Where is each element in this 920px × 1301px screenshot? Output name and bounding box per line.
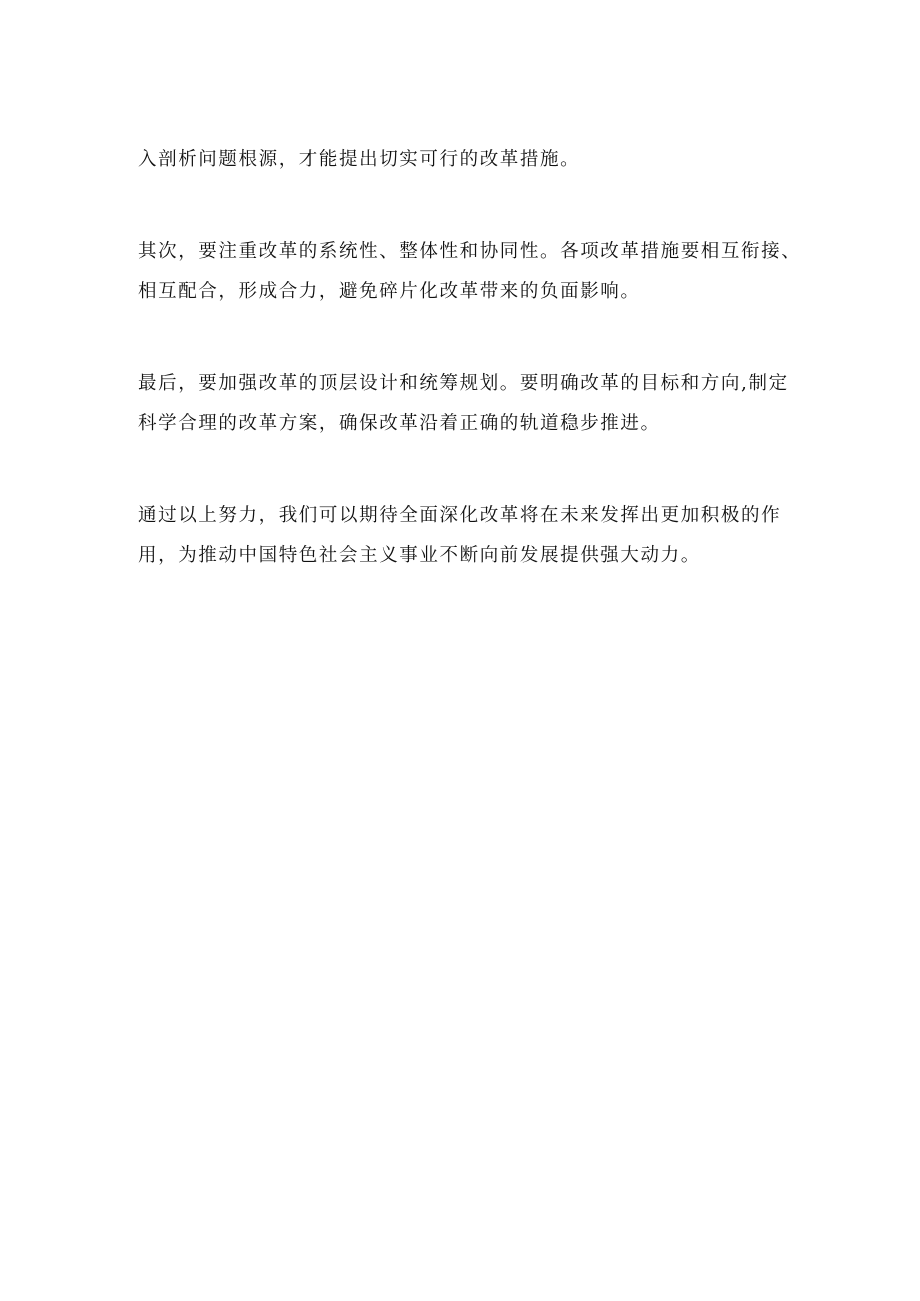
text-line: 入剖析问题根源，才能提出切实可行的改革措施。 bbox=[138, 149, 581, 170]
paragraph-spacer bbox=[138, 312, 798, 364]
text-line: 通过以上努力，我们可以期待全面深化改革将在未来发挥出更加积极的作 bbox=[138, 505, 782, 526]
text-line: 其次，要注重改革的系统性、整体性和协同性。各项改革措施要相互衔接、 bbox=[138, 241, 802, 262]
text-line: 相互配合，形成合力，避免碎片化改革带来的负面影响。 bbox=[138, 281, 641, 302]
paragraph-spacer bbox=[138, 180, 798, 232]
paragraph-finally bbox=[138, 364, 798, 444]
paragraph-conclusion bbox=[138, 496, 798, 576]
document-body bbox=[138, 140, 802, 576]
paragraph-continuation bbox=[138, 140, 798, 180]
paragraph-spacer bbox=[138, 444, 798, 496]
text-line: 科学合理的改革方案，确保改革沿着正确的轨道稳步推进。 bbox=[138, 413, 661, 434]
paragraph-secondly bbox=[138, 232, 802, 312]
text-line: 用，为推动中国特色社会主义事业不断向前发展提供强大动力。 bbox=[138, 545, 701, 566]
text-line: 最后，要加强改革的顶层设计和统筹规划。要明确改革的目标和方向,制定 bbox=[138, 373, 789, 394]
